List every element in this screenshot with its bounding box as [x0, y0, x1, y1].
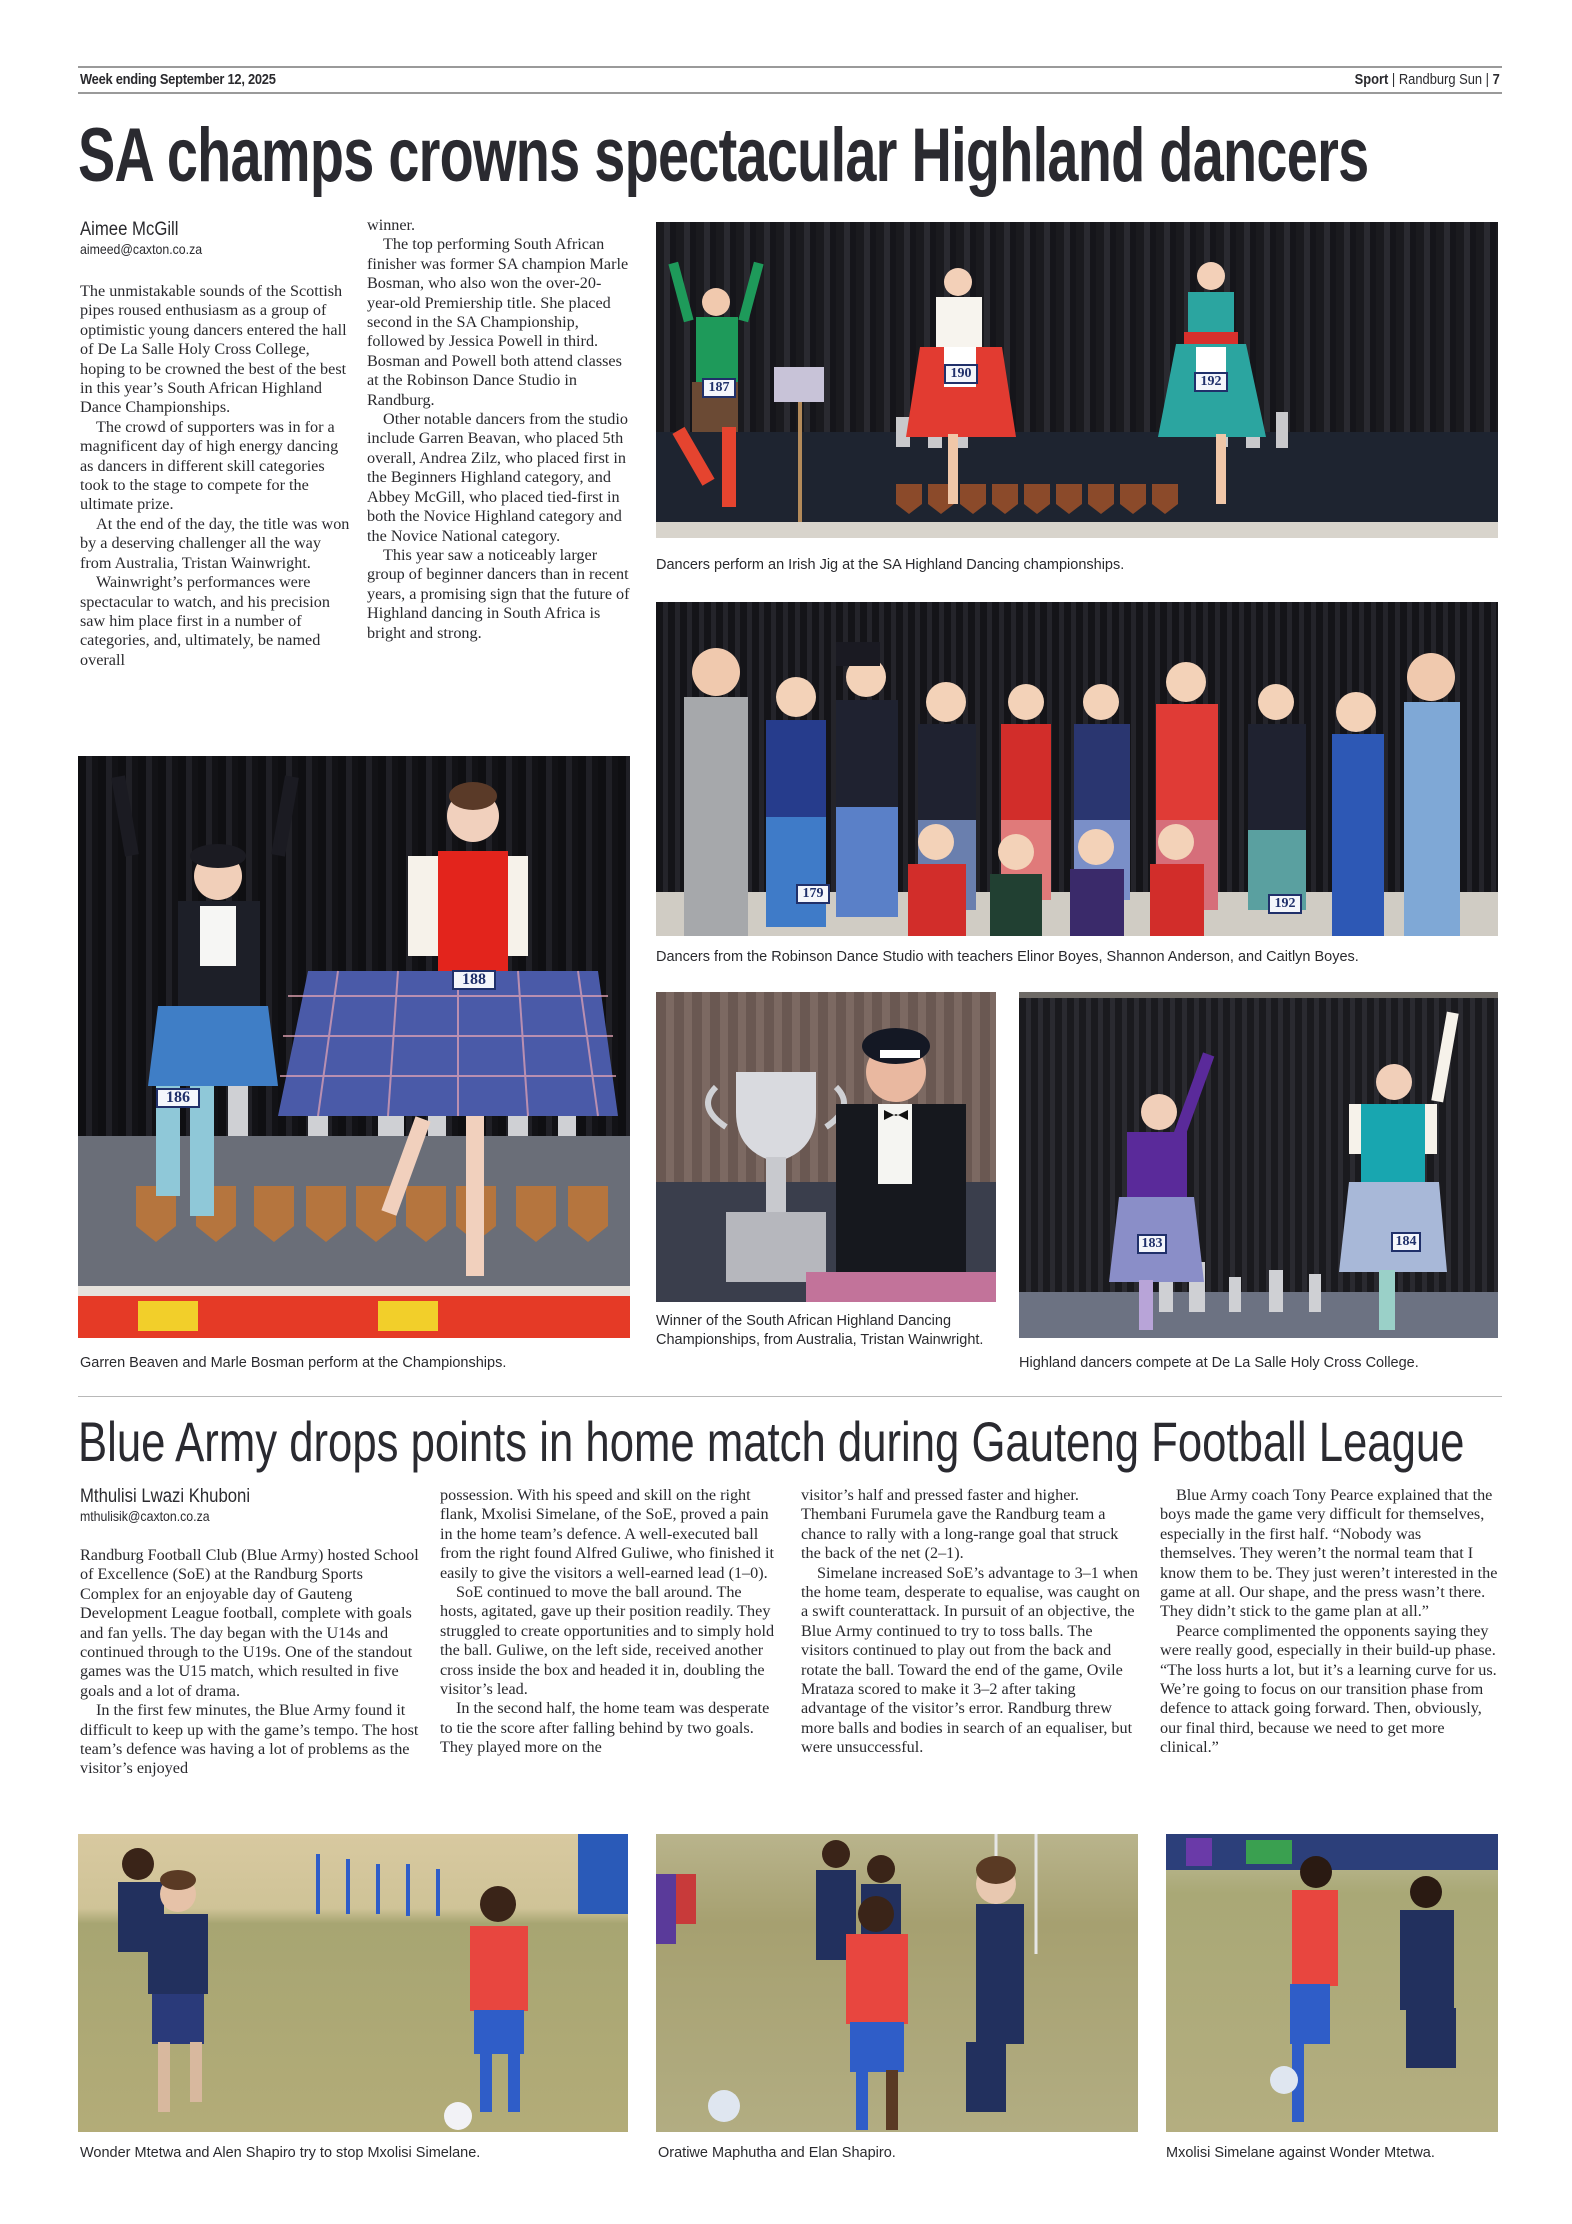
- caption-de-la-salle-dancers: Highland dancers compete at De La Salle Holy Cross College.: [1019, 1355, 1419, 1371]
- article2-column-2: [440, 1486, 782, 1758]
- paragraph: At the end of the day, the title was won by a deserving challenger all the way from Australia, Tristan Wainwright.: [80, 514, 350, 572]
- photo-football-3: [1166, 1834, 1498, 2132]
- paragraph: Other notable dancers from the studio include Garren Beavan, who placed 5th overall, Andrea Zilz, who placed first in the Beginners Highland category, and Abbey McGill, who placed tied-first in both the Novice Highland category and the Novice National category.: [367, 410, 628, 545]
- folio-date: Week ending September 12, 2025: [80, 71, 276, 88]
- dancer-bib: 187: [702, 378, 736, 398]
- caption-wainwright-trophy: Winner of the South African Highland Dancing Championships, from Australia, Tristan Wainwright.: [656, 1313, 984, 1348]
- caption-beaven-bosman: Garren Beaven and Marle Bosman perform at the Championships.: [80, 1355, 507, 1371]
- dancer-bib: 192: [1268, 894, 1302, 914]
- caption-robinson-studio-group: Dancers from the Robinson Dance Studio with teachers Elinor Boyes, Shannon Anderson, and Caitlyn Boyes.: [656, 949, 1359, 965]
- football-action-illustration: [78, 1834, 628, 2132]
- article1-column-1: [80, 282, 350, 670]
- article2-column-1: [80, 1546, 424, 1779]
- paragraph: Randburg Football Club (Blue Army) hosted School of Excellence (SoE) at the Randburg Sports Complex for an enjoyable day of Gauteng Development League football, complete with goals and fan yells. The day began with the U14s and continued through to the U19s. One of the standout games was the U15 match, which resulted in five goals and a lot of drama.: [80, 1546, 419, 1700]
- photo-football-1: [78, 1834, 628, 2132]
- paragraph: visitor’s half and pressed faster and higher. Thembani Furumela gave the Randburg team a chance to rally with a long-range goal that struck the back of the net (2–1).: [801, 1486, 1119, 1563]
- article2-email: mthulisik@caxton.co.za: [80, 1508, 210, 1524]
- photo-robinson-studio-group: [656, 602, 1498, 936]
- photo-beaven-bosman: [78, 756, 630, 1338]
- article1-column-2: [367, 216, 633, 643]
- paragraph: possession. With his speed and skill on the right flank, Mxolisi Simelane, of the SoE, proved a pain in the home team’s defence. A well-executed ball from the right found Alfred Guliwe, who finished it easily to give the visitors a well-earned lead (1–0).: [440, 1486, 775, 1582]
- paragraph: Simelane increased SoE’s advantage to 3–1 when the home team, desperate to equalise, was caught on a swift counterattack. In pursuit of an objective, the Blue Army continued to try to toss balls. The visitors continued to play out from the back and rotate the ball. Toward the end of the game, Ovile Mrataza scored to make it 3–2 after taking advantage of the visitor’s error. Randburg threw more balls and bodies in search of an equaliser, but were unsuccessful.: [801, 1563, 1140, 1757]
- paragraph: Blue Army coach Tony Pearce explained that the boys made the game very difficult for themselves, especially in the first half. “Nobody was themselves. They weren’t the normal team that I know them to be. They just weren’t interested in the game at all. Our shape, and the press wasn’t there. They didn’t stick to the game plan at all.”: [1160, 1486, 1498, 1621]
- article1-email: aimeed@caxton.co.za: [80, 241, 203, 257]
- photo-football-2: [656, 1834, 1138, 2132]
- caption-irish-jig: Dancers perform an Irish Jig at the SA Highland Dancing championships.: [656, 557, 1125, 573]
- football-action-illustration: [656, 1834, 1138, 2132]
- publication-name: Randburg Sun: [1399, 71, 1483, 88]
- two-dancers-illustration: [1019, 992, 1498, 1338]
- paragraph: The unmistakable sounds of the Scottish pipes roused enthusiasm as a group of optimistic young dancers entered the hall of De La Salle Holy Cross College, hoping to be crowned the best of the best in this year’s South African Highland Dance Championships.: [80, 282, 347, 417]
- paragraph: The crowd of supporters was in for a magnificent day of high energy dancing as dancers in different skill categories took to the stage to compete for the ultimate prize.: [80, 417, 339, 514]
- dancer-bib: 179: [796, 884, 830, 904]
- dancer-bib: 192: [1194, 372, 1228, 392]
- irish-jig-illustration: [656, 222, 1498, 538]
- photo-wainwright-trophy: [656, 992, 996, 1302]
- paragraph: Pearce complimented the opponents saying they were really good, especially in their build-up phase. “The loss hurts a lot, but it’s a learning curve for us. We’re going to focus on our transition phase from defence to attack going forward. Then, obviously, our final third, because we need to get more clinical.”: [1160, 1621, 1497, 1757]
- dancer-bib: 188: [452, 970, 496, 990]
- folio-top-rule: [78, 66, 1502, 68]
- photo-de-la-salle-dancers: [1019, 992, 1498, 1338]
- group-photo-illustration: [656, 602, 1498, 936]
- photo-irish-jig: [656, 222, 1498, 538]
- paragraph: Wainwright’s performances were spectacular to watch, and his precision saw him place first in a number of categories, and, ultimately, be named overall: [80, 573, 330, 669]
- folio-bottom-rule: [78, 92, 1502, 94]
- article2-headline: Blue Army drops points in home match during Gauteng Football League: [78, 1410, 1465, 1473]
- article2-author: Mthulisi Lwazi Khuboni: [80, 1486, 251, 1507]
- page-number: 7: [1492, 71, 1500, 88]
- caption-football-3: Mxolisi Simelane against Wonder Mtetwa.: [1166, 2145, 1435, 2161]
- paragraph: This year saw a noticeably larger group of beginner dancers than in recent years, a promising sign that the future of Highland dancing in South Africa is bright and strong.: [367, 545, 630, 642]
- paragraph: In the first few minutes, the Blue Army found it difficult to keep up with the game’s tempo. The host team’s defence was having a lot of problems as the visitor’s enjoyed: [80, 1701, 419, 1778]
- section-divider: [78, 1396, 1502, 1397]
- article2-column-4: [1160, 1486, 1500, 1758]
- football-action-illustration: [1166, 1834, 1498, 2132]
- folio-section: Sport | Randburg Sun | 7: [1354, 71, 1500, 88]
- article1-headline: SA champs crowns spectacular Highland dancers: [78, 113, 1369, 198]
- caption-football-2: Oratiwe Maphutha and Elan Shapiro.: [658, 2145, 896, 2161]
- article1-author: Aimee McGill: [80, 219, 179, 240]
- caption-football-1: Wonder Mtetwa and Alen Shapiro try to stop Mxolisi Simelane.: [80, 2145, 481, 2161]
- section-name: Sport: [1354, 71, 1389, 88]
- paragraph: The top performing South African finisher was former SA champion Marle Bosman, who also won the over-20-year-old Premiership title. She placed second in the SA Championship, followed by Jessica Powell in third. Bosman and Powell both attend classes at the Robinson Dance Studio in Randburg.: [367, 235, 629, 409]
- paragraph: SoE continued to move the ball around. The hosts, agitated, gave up their position readily. They struggled to create opportunities and to simply hold the ball. Guliwe, on the left side, received another cross inside the box and headed it in, doubling the visitor’s lead.: [440, 1583, 775, 1699]
- dancer-bib: 183: [1137, 1234, 1167, 1254]
- paragraph: In the second half, the home team was desperate to tie the score after falling behind by two goals. They played more on the: [440, 1699, 770, 1757]
- dancer-bib: 184: [1391, 1232, 1421, 1252]
- dancer-bib: 186: [156, 1088, 200, 1108]
- trophy-winner-illustration: [656, 992, 996, 1302]
- highland-dancers-illustration: [78, 756, 630, 1338]
- dancer-bib: 190: [944, 364, 978, 384]
- paragraph: winner.: [367, 216, 416, 234]
- article2-column-3: [801, 1486, 1141, 1758]
